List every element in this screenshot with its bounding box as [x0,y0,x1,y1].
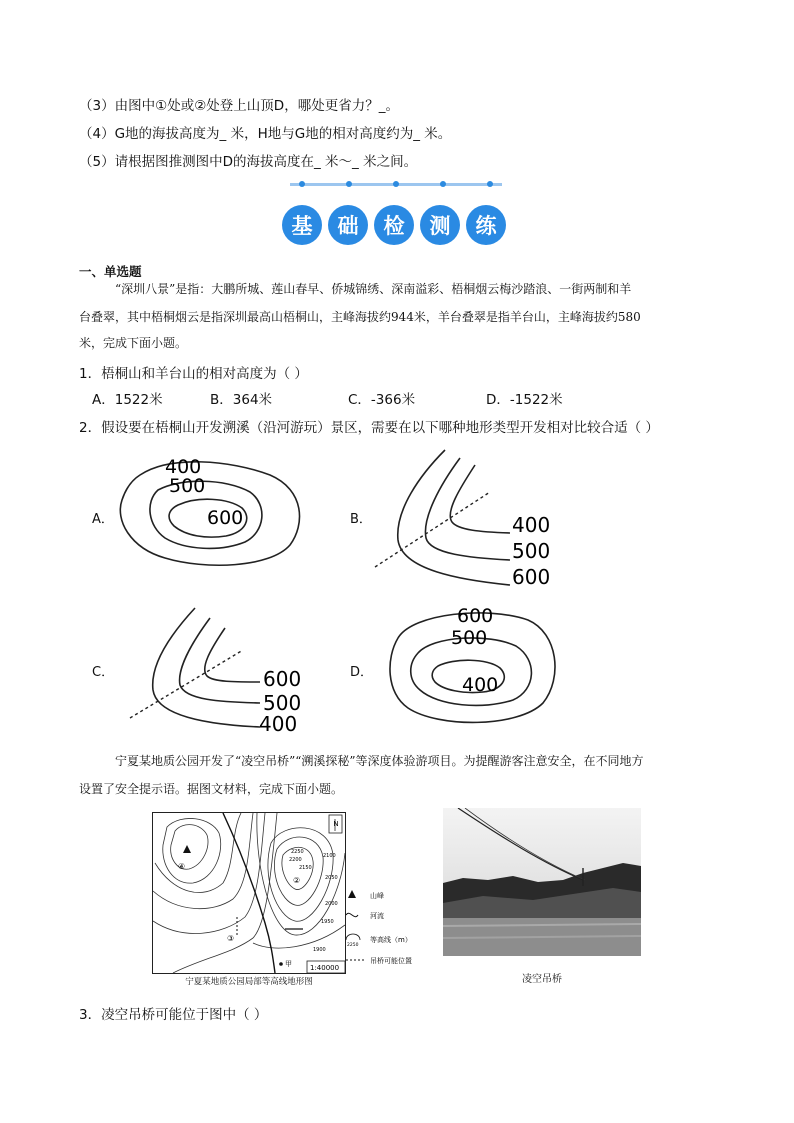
map-point-label: ② [293,876,301,885]
map-contour-label: 2100 [323,853,336,859]
passage-2-line-2: 设置了安全提示语。据图文材料，完成下面小题。 [79,782,344,796]
q2-option-a-label[interactable]: A． [92,512,114,527]
contour-line [153,608,260,727]
map-contour-label: 2200 [289,857,302,863]
question-2-stem: 2．假设要在梧桐山开发溯溪（沿河游玩）景区，需要在以下哪种地形类型开发相对比较合适（ ） [79,420,659,436]
contour-line [150,481,262,548]
map-contour-label: 2050 [325,875,338,881]
map-contours [153,813,345,973]
scale-label: 1:40000 [310,964,340,972]
contour-line [425,458,510,560]
q2-option-d-label[interactable]: D． [350,665,374,680]
q1-option-d[interactable]: D．-1522米 [486,392,563,408]
banner-char: 础 [328,205,368,245]
banner-char: 检 [374,205,414,245]
contour-label: 400 [165,456,202,478]
contour-label: 600 [512,565,551,589]
river-line [223,813,275,973]
passage-2-line-1: 宁夏某地质公园开发了“凌空吊桥”“溯溪探秘”等深度体验游项目。为提醒游客注意安全，在不同地方 [115,754,644,768]
map-contour-label: 1950 [321,919,334,925]
contour-label: 500 [263,691,302,715]
map-point-label: ③ [227,934,235,943]
banner-dot [346,181,352,187]
contour-diagram-a [110,450,310,580]
banner-char: 测 [420,205,460,245]
contour-label: 600 [207,507,244,529]
question-3-bottom-stem: 3．凌空吊桥可能位于图中（ ） [79,1007,268,1023]
question-5-text: （5）请根据图推测图中D的海拔高度在_ 米～_ 米之间。 [79,154,418,170]
q2-option-c-label[interactable]: C． [92,665,115,680]
banner-char: 基 [282,205,322,245]
peak-icon [183,845,191,853]
section-title: 一、单选题 [79,264,142,279]
contour-line [398,450,510,585]
ridge-dashed-line [130,650,243,718]
contour-label: 600 [263,667,302,691]
legend-label: 等高线（m） [370,936,412,944]
contour-line [205,628,260,682]
contour-label: 500 [169,475,206,497]
contour-line [268,828,333,922]
point-dot [279,962,283,966]
legend-sample-label: 2250 [347,943,359,948]
q2-option-b-label[interactable]: B． [350,512,372,527]
topographic-map [152,812,346,974]
map-legend [344,888,434,970]
banner-char: 练 [466,205,506,245]
north-label: N [333,820,339,828]
map-contour-label: 2150 [299,865,312,871]
q1-option-c[interactable]: C．-366米 [348,392,416,408]
photo-illustration [443,808,641,956]
contour-label: 400 [462,674,499,696]
contour-line [180,618,260,703]
contour-line [173,813,277,973]
legend-peak-icon [348,890,356,898]
contour-line [171,825,208,870]
passage-1-line-1: “深圳八景”是指：大鹏所城、莲山春早、侨城锦绣、深南溢彩、梧桐烟云梅沙踏浪、一街两制和羊 [115,282,632,296]
map-caption: 宁夏某地质公园局部等高线地形图 [185,977,313,987]
passage-1-line-3: 米，完成下面小题。 [79,336,188,350]
legend-label: 山峰 [370,892,384,900]
q1-option-b[interactable]: B．364米 [210,392,273,408]
contour-diagram-c [125,600,325,735]
map-point-label: ④ [178,862,186,871]
contour-line [450,465,510,533]
legend-label: 河流 [370,912,384,920]
map-contour-label: 1900 [313,947,326,953]
question-1-stem: 1．梧桐山和羊台山的相对高度为（ ） [79,366,308,382]
contour-label: 500 [512,539,551,563]
photo-caption: 凌空吊桥 [522,974,562,985]
question-4-text: （4）G地的海拔高度为_ 米，H地与G地的相对高度约为_ 米。 [79,126,452,142]
legend-label: 吊桥可能位置 [370,957,412,965]
q1-option-a[interactable]: A．1522米 [92,392,163,408]
contour-line [163,818,221,883]
banner-dot [440,181,446,187]
legend-river-icon [346,913,358,916]
contour-diagram-b [360,440,570,590]
contour-line [153,813,253,909]
map-contour-label: 2250 [291,849,304,855]
contour-label: 500 [451,627,488,649]
passage-1-line-2: 台叠翠，其中梧桐烟云是指深圳最高山梧桐山，主峰海拔约944米，羊台叠翠是指羊台山，主峰海拔约580 [79,310,641,324]
banner-dot [393,181,399,187]
contour-diagram-d [378,598,568,733]
map-point-label: 甲 [285,960,292,968]
contour-label: 400 [512,513,551,537]
contour-label: 600 [457,605,494,627]
map-contour-label: 2000 [325,901,338,907]
question-3-text: （3）由图中①处或②处登上山顶D，哪处更省力？_。 [79,98,399,114]
banner-dot [299,181,305,187]
legend-contour-icon [346,934,360,940]
banner-dot [487,181,493,187]
suspension-bridge-photo [443,808,641,956]
contour-label: 400 [259,712,298,735]
